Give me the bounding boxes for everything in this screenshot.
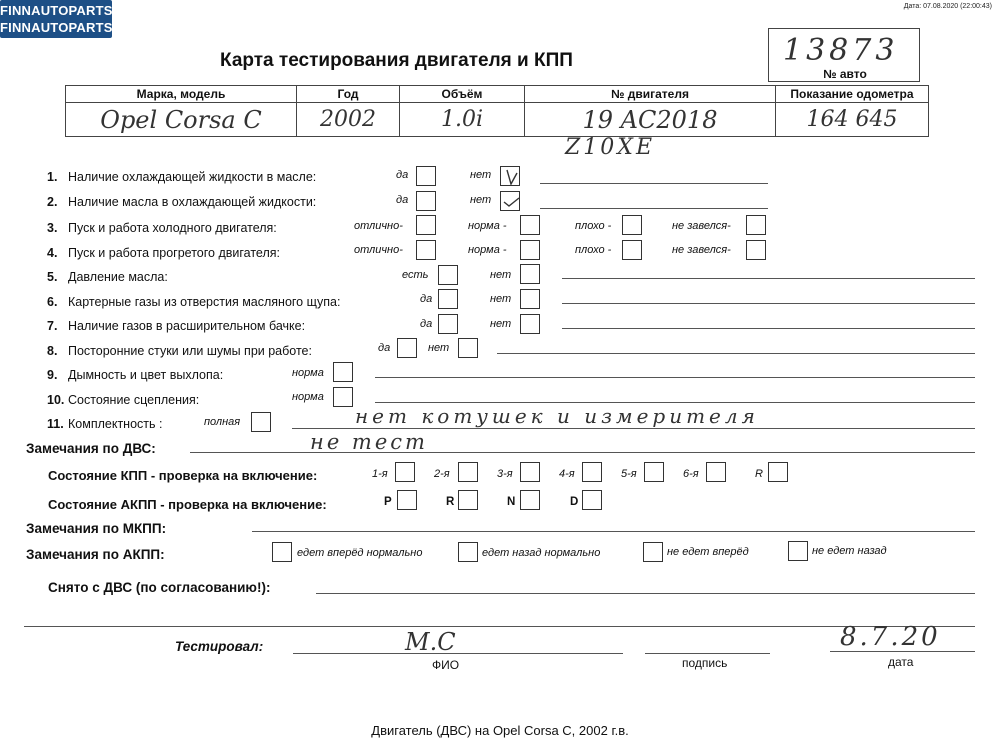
akpp-backward-normal-checkbox[interactable] — [458, 542, 478, 562]
q6-number: 6. — [47, 295, 58, 309]
q2-yes-checkbox[interactable] — [416, 191, 436, 211]
q8-yes-checkbox[interactable] — [397, 338, 417, 358]
q5-yes-checkbox[interactable] — [438, 265, 458, 285]
q9-text: Дымность и цвет выхлопа: — [68, 368, 224, 382]
q7-option-yes: да — [420, 318, 433, 330]
q1-number: 1. — [47, 170, 58, 184]
separator-line — [24, 626, 975, 627]
kpp-gear-1-checkbox[interactable] — [395, 462, 415, 482]
q2-text: Наличие масла в охлаждающей жидкости: — [68, 195, 317, 209]
q5-number: 5. — [47, 270, 58, 284]
q3-text: Пуск и работа холодного двигателя: — [68, 221, 277, 235]
q1-note-line — [540, 183, 768, 184]
akpp-remarks-label: Замечания по АКПП: — [26, 547, 165, 562]
q3-option-no-start: не завелся- — [672, 220, 731, 232]
q10-number: 10. — [47, 393, 65, 407]
q3-excellent-checkbox[interactable] — [416, 215, 436, 235]
kpp-gear-5-checkbox[interactable] — [644, 462, 664, 482]
akpp-no-forward-label: не едет вперёд — [667, 546, 749, 558]
col-engine-number: № двигателя — [525, 86, 776, 103]
col-odometer: Показание одометра — [776, 86, 929, 103]
removed-line — [316, 593, 975, 594]
image-caption: Двигатель (ДВС) на Opel Corsa C, 2002 г.в. — [371, 723, 629, 738]
q2-number: 2. — [47, 195, 58, 209]
kpp-gear-r-checkbox[interactable] — [768, 462, 788, 482]
checkmark-icon — [501, 192, 521, 212]
logo-line-1: FINNAUTOPARTS — [0, 3, 113, 18]
value-volume: 1.0i — [400, 103, 525, 137]
q3-option-normal: норма - — [468, 220, 507, 232]
kpp-gear-2-label: 2-я — [434, 468, 450, 480]
akpp-gear-n-label: N — [507, 496, 516, 508]
fio-line — [293, 653, 623, 654]
date-label: дата — [888, 655, 914, 669]
akpp-label: Состояние АКПП - проверка на включение: — [48, 497, 327, 512]
q5-no-checkbox[interactable] — [520, 264, 540, 284]
q10-note-line — [375, 402, 975, 403]
q4-excellent-checkbox[interactable] — [416, 240, 436, 260]
kpp-gear-6-label: 6-я — [683, 468, 699, 480]
logo-line-2: FINNAUTOPARTS — [0, 20, 113, 35]
q9-normal-checkbox[interactable] — [333, 362, 353, 382]
q7-text: Наличие газов в расширительном бачке: — [68, 319, 306, 333]
q3-normal-checkbox[interactable] — [520, 215, 540, 235]
akpp-forward-normal-checkbox[interactable] — [272, 542, 292, 562]
q4-bad-checkbox[interactable] — [622, 240, 642, 260]
akpp-no-backward-checkbox[interactable] — [788, 541, 808, 561]
akpp-forward-normal-label: едет вперёд нормально — [297, 547, 423, 559]
q4-text: Пуск и работа прогретого двигателя: — [68, 246, 280, 260]
q4-option-no-start: не завелся- — [672, 244, 731, 256]
value-odometer: 164 645 — [776, 103, 929, 137]
q8-text: Посторонние стуки или шумы при работе: — [68, 344, 312, 358]
q4-no-start-checkbox[interactable] — [746, 240, 766, 260]
akpp-gear-d-label: D — [570, 496, 579, 508]
q2-option-no: нет — [470, 194, 492, 206]
kpp-gear-2-checkbox[interactable] — [458, 462, 478, 482]
q9-note-line — [375, 377, 975, 378]
q7-yes-checkbox[interactable] — [438, 314, 458, 334]
q10-text: Состояние сцепления: — [68, 393, 200, 407]
q7-note-line — [562, 328, 975, 329]
logo — [0, 0, 112, 38]
sign-line — [645, 653, 770, 654]
q3-no-start-checkbox[interactable] — [746, 215, 766, 235]
q5-option-no: нет — [490, 269, 512, 281]
akpp-gear-p-checkbox[interactable] — [397, 490, 417, 510]
q7-number: 7. — [47, 319, 58, 333]
q3-option-bad: плохо - — [575, 220, 612, 232]
fio-value: М.С — [405, 628, 456, 656]
q4-option-excellent: отлично- — [354, 244, 403, 256]
q6-no-checkbox[interactable] — [520, 289, 540, 309]
kpp-gear-r-label: R — [755, 468, 763, 480]
sign-label: подпись — [682, 656, 728, 670]
q5-option-yes: есть — [402, 269, 429, 281]
q10-normal-checkbox[interactable] — [333, 387, 353, 407]
q7-option-no: нет — [490, 318, 512, 330]
page-title: Карта тестирования двигателя и КПП — [220, 50, 573, 71]
q8-option-yes: да — [378, 342, 391, 354]
akpp-no-forward-checkbox[interactable] — [643, 542, 663, 562]
header-table — [65, 85, 929, 137]
dvs-remarks-label: Замечания по ДВС: — [26, 441, 156, 456]
q11-note-line — [292, 428, 975, 429]
q3-bad-checkbox[interactable] — [622, 215, 642, 235]
q4-option-normal: норма - — [468, 244, 507, 256]
col-year: Год — [297, 86, 400, 103]
q6-yes-checkbox[interactable] — [438, 289, 458, 309]
q11-handwritten-note: нет котушек и измерителя — [355, 404, 759, 428]
q11-number: 11. — [47, 417, 64, 431]
date-stamp: Дата: 07.08.2020 (22:00:43) — [903, 3, 992, 10]
q6-option-no: нет — [490, 293, 512, 305]
kpp-gear-3-checkbox[interactable] — [520, 462, 540, 482]
q4-option-bad: плохо - — [575, 244, 612, 256]
q1-text: Наличие охлаждающей жидкости в масле: — [68, 170, 317, 184]
q4-normal-checkbox[interactable] — [520, 240, 540, 260]
removed-label: Снято с ДВС (по согласованию!): — [48, 580, 271, 595]
tested-label: Тестировал: — [175, 639, 264, 654]
akpp-backward-normal-label: едет назад нормально — [482, 547, 601, 559]
q6-option-yes: да — [420, 293, 433, 305]
akpp-gear-d-checkbox[interactable] — [582, 490, 602, 510]
date-value: 8.7.20 — [840, 622, 941, 652]
q8-note-line — [497, 353, 975, 354]
auto-number-label: № авто — [823, 67, 867, 81]
kpp-label: Состояние КПП - проверка на включение: — [48, 468, 318, 483]
q1-yes-checkbox[interactable] — [416, 166, 436, 186]
auto-number-value: 13873 — [783, 33, 899, 68]
q8-option-no: нет — [428, 342, 450, 354]
fio-label: ФИО — [432, 658, 460, 672]
akpp-gear-n-checkbox[interactable] — [520, 490, 540, 510]
value-engine-number: 19 AC2018 — [525, 103, 776, 137]
dvs-remarks-line — [190, 452, 975, 453]
checkmark-icon — [501, 167, 521, 187]
q6-text: Картерные газы из отверстия масляного щупа: — [68, 295, 341, 309]
akpp-gear-r-checkbox[interactable] — [458, 490, 478, 510]
kpp-gear-5-label: 5-я — [621, 468, 637, 480]
kpp-gear-4-label: 4-я — [559, 468, 575, 480]
q2-no-checkbox[interactable] — [500, 191, 520, 211]
akpp-gear-r-label: R — [446, 496, 455, 508]
mkpp-remarks-line — [252, 531, 975, 532]
q6-note-line — [562, 303, 975, 304]
value-model: Opel Corsa C — [66, 103, 297, 137]
mkpp-remarks-label: Замечания по МКПП: — [26, 521, 167, 536]
q11-option-full: полная — [204, 416, 241, 428]
q1-option-yes: да — [396, 169, 409, 181]
q3-option-excellent: отлично- — [354, 220, 403, 232]
q3-number: 3. — [47, 221, 58, 235]
kpp-gear-3-label: 3-я — [497, 468, 513, 480]
q7-no-checkbox[interactable] — [520, 314, 540, 334]
q8-number: 8. — [47, 344, 58, 358]
q5-note-line — [562, 278, 975, 279]
q2-note-line — [540, 208, 768, 209]
col-volume: Объём — [400, 86, 525, 103]
kpp-gear-4-checkbox[interactable] — [582, 462, 602, 482]
engine-code: Z10XE — [565, 135, 656, 160]
col-model: Марка, модель — [66, 86, 297, 103]
q11-full-checkbox[interactable] — [251, 412, 271, 432]
q4-number: 4. — [47, 246, 58, 260]
dvs-remarks-note: не тест — [310, 430, 428, 454]
q9-number: 9. — [47, 368, 58, 382]
kpp-gear-1-label: 1-я — [372, 468, 388, 480]
q11-text: Комплектность : — [68, 417, 163, 431]
akpp-no-backward-label: не едет назад — [812, 545, 887, 557]
kpp-gear-6-checkbox[interactable] — [706, 462, 726, 482]
q2-option-yes: да — [396, 194, 409, 206]
q9-option-normal: норма — [292, 367, 324, 379]
q1-no-checkbox[interactable] — [500, 166, 520, 186]
q8-no-checkbox[interactable] — [458, 338, 478, 358]
value-year: 2002 — [297, 103, 400, 137]
auto-number-box — [768, 28, 920, 82]
akpp-gear-p-label: P — [384, 496, 392, 508]
q10-option-normal: норма — [292, 391, 324, 403]
q5-text: Давление масла: — [68, 270, 168, 284]
q1-option-no: нет — [470, 169, 492, 181]
